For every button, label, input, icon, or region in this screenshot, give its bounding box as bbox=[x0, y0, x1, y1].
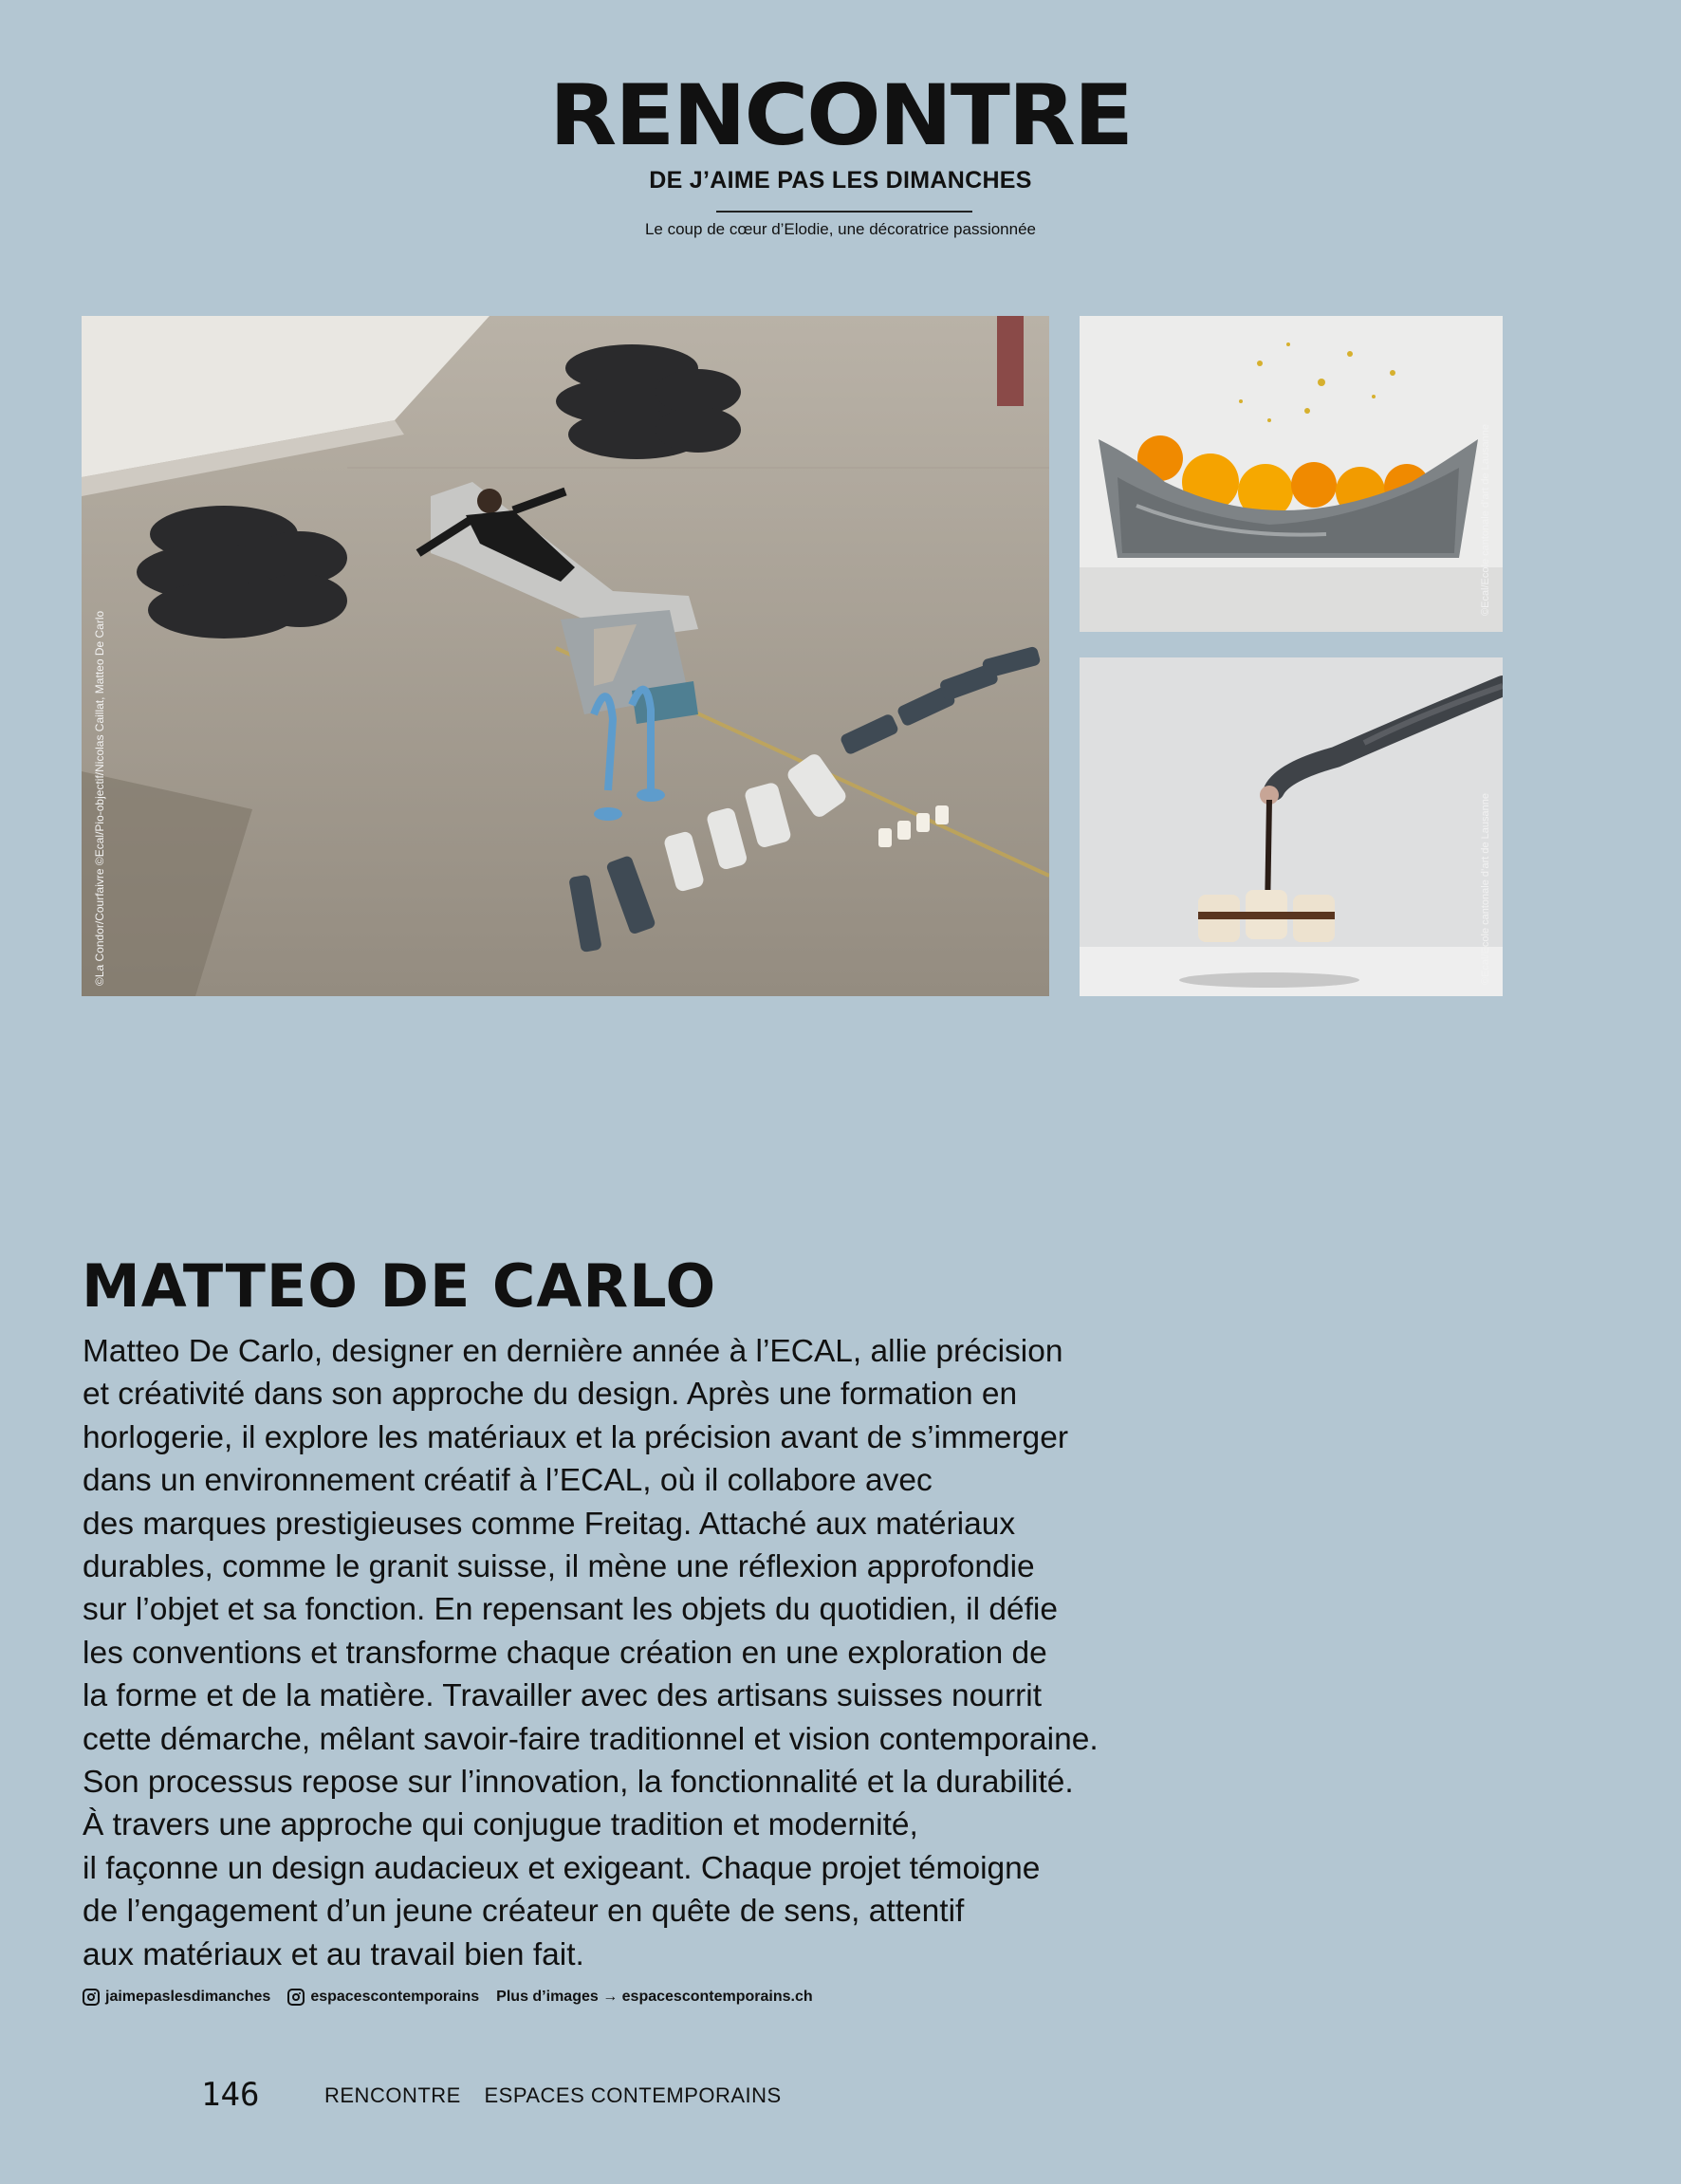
top-right-photo-credit: ©Ecal/Ecole cantonale d’art de Lausanne bbox=[1480, 424, 1491, 616]
social-handle-1: jaimepaslesdimanches bbox=[105, 1989, 271, 2005]
body-line: sur l’objet et sa fonction. En repensant les objets du quotidien, il défie bbox=[83, 1592, 1058, 1628]
body-line: les conventions et transforme chaque création en une exploration de bbox=[83, 1635, 1047, 1671]
body-line: aux matériaux et au travail bien fait. bbox=[83, 1936, 584, 1972]
social-handle-2: espacescontemporains bbox=[310, 1989, 480, 2005]
top-right-photo bbox=[1080, 316, 1503, 632]
article-body bbox=[83, 1330, 1192, 1976]
body-line: horlogerie, il explore les matériaux et la précision avant de s’immerger bbox=[83, 1419, 1068, 1455]
main-photo-illustration bbox=[82, 316, 1049, 996]
artist-name: MATTEO DE CARLO bbox=[82, 1251, 717, 1321]
hand-carrying-cups-illustration bbox=[1080, 657, 1503, 996]
bottom-right-photo bbox=[1080, 657, 1503, 996]
bottom-right-photo-credit: ©Ecal/Ecole cantonale d’art de Lausanne bbox=[1480, 793, 1491, 985]
body-line: durables, comme le granit suisse, il mène une réflexion approfondie bbox=[83, 1549, 1035, 1585]
body-line: il façonne un design audacieux et exigeant. Chaque projet témoigne bbox=[83, 1850, 1041, 1886]
body-line: À travers une approche qui conjugue tradition et modernité, bbox=[83, 1807, 918, 1843]
fruit-bowl-illustration bbox=[1080, 316, 1503, 632]
section-subtitle: DE J’AIME PAS LES DIMANCHES bbox=[649, 167, 1032, 194]
running-footer bbox=[324, 2083, 782, 2108]
main-photo bbox=[82, 316, 1049, 996]
page-number: 146 bbox=[201, 2076, 260, 2114]
body-line: Matteo De Carlo, designer en dernière année à l’ECAL, allie précision bbox=[83, 1334, 1063, 1369]
more-images-link[interactable]: Plus d’images → espacescontemporains.ch bbox=[496, 1989, 813, 2005]
header-divider bbox=[716, 211, 972, 213]
instagram-icon bbox=[83, 1989, 100, 2006]
social-links bbox=[83, 1989, 813, 2006]
footer-publication: ESPACES CONTEMPORAINS bbox=[484, 2083, 782, 2107]
body-line: cette démarche, mêlant savoir-faire traditionnel et vision contemporaine. bbox=[83, 1721, 1099, 1757]
body-line: Son processus repose sur l’innovation, la fonctionnalité et la durabilité. bbox=[83, 1765, 1074, 1801]
main-photo-credit: ©La Condor/Courfaivre ©Ecal/Pio-objectif/Nicolas Caillat, Matteo De Carlo bbox=[93, 610, 106, 986]
section-caption: Le coup de cœur d’Elodie, une décoratrice passionnée bbox=[644, 220, 1037, 238]
body-line: de l’engagement d’un jeune créateur en quête de sens, attentif bbox=[83, 1894, 965, 1930]
social-link-espacescontemporains[interactable] bbox=[287, 1989, 479, 2006]
footer-section: RENCONTRE bbox=[324, 2083, 461, 2107]
body-line: dans un environnement créatif à l’ECAL, où il collabore avec bbox=[83, 1463, 933, 1499]
section-title: RENCONTRE bbox=[549, 66, 1132, 164]
body-line: la forme et de la matière. Travailler avec des artisans suisses nourrit bbox=[83, 1678, 1043, 1714]
instagram-icon bbox=[287, 1989, 305, 2006]
social-link-jaimepaslesdimanches[interactable] bbox=[83, 1989, 270, 2006]
body-line: des marques prestigieuses comme Freitag. Attaché aux matériaux bbox=[83, 1506, 1016, 1542]
body-line: et créativité dans son approche du design. Après une formation en bbox=[83, 1377, 1018, 1413]
